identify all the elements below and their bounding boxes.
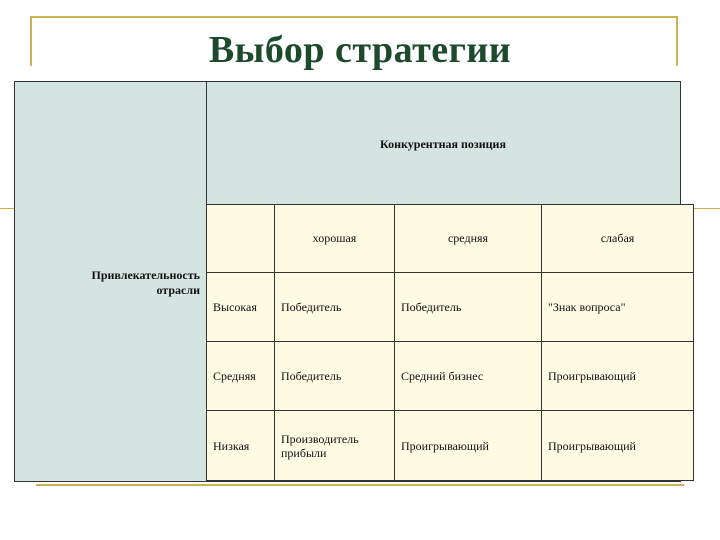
matrix-outer-frame xyxy=(14,81,681,482)
column-header-good: хорошая xyxy=(275,205,394,272)
decorative-line-side-left xyxy=(0,208,14,209)
competitive-position-label: Конкурентная позиция xyxy=(380,136,506,151)
row-label-medium: Средняя xyxy=(207,342,274,410)
row-label-low: Низкая xyxy=(207,411,274,481)
table-cell: Победитель xyxy=(275,273,394,341)
table-cell: Победитель xyxy=(395,273,541,341)
attractiveness-label-line2: отрасли xyxy=(156,283,200,297)
decorative-line-side-right xyxy=(694,208,720,209)
table-cell: "Знак вопроса" xyxy=(542,273,693,341)
grid-line xyxy=(693,204,694,481)
attractiveness-label-line1: Привлекательность xyxy=(91,268,200,282)
column-header-medium: средняя xyxy=(395,205,541,272)
table-cell: Проигрывающий xyxy=(542,342,693,410)
table-cell: Проигрывающий xyxy=(542,411,693,481)
table-cell: Средний бизнес xyxy=(395,342,541,410)
page-title: Выбор стратегии xyxy=(208,29,512,71)
decorative-line-bottom xyxy=(36,484,684,486)
table-cell: Производитель прибыли xyxy=(275,411,394,481)
table-cell: Проигрывающий xyxy=(395,411,541,481)
decorative-line-top xyxy=(30,16,678,18)
table-cell: Победитель xyxy=(275,342,394,410)
column-header-weak: слабая xyxy=(542,205,693,272)
row-label-high: Высокая xyxy=(207,273,274,341)
